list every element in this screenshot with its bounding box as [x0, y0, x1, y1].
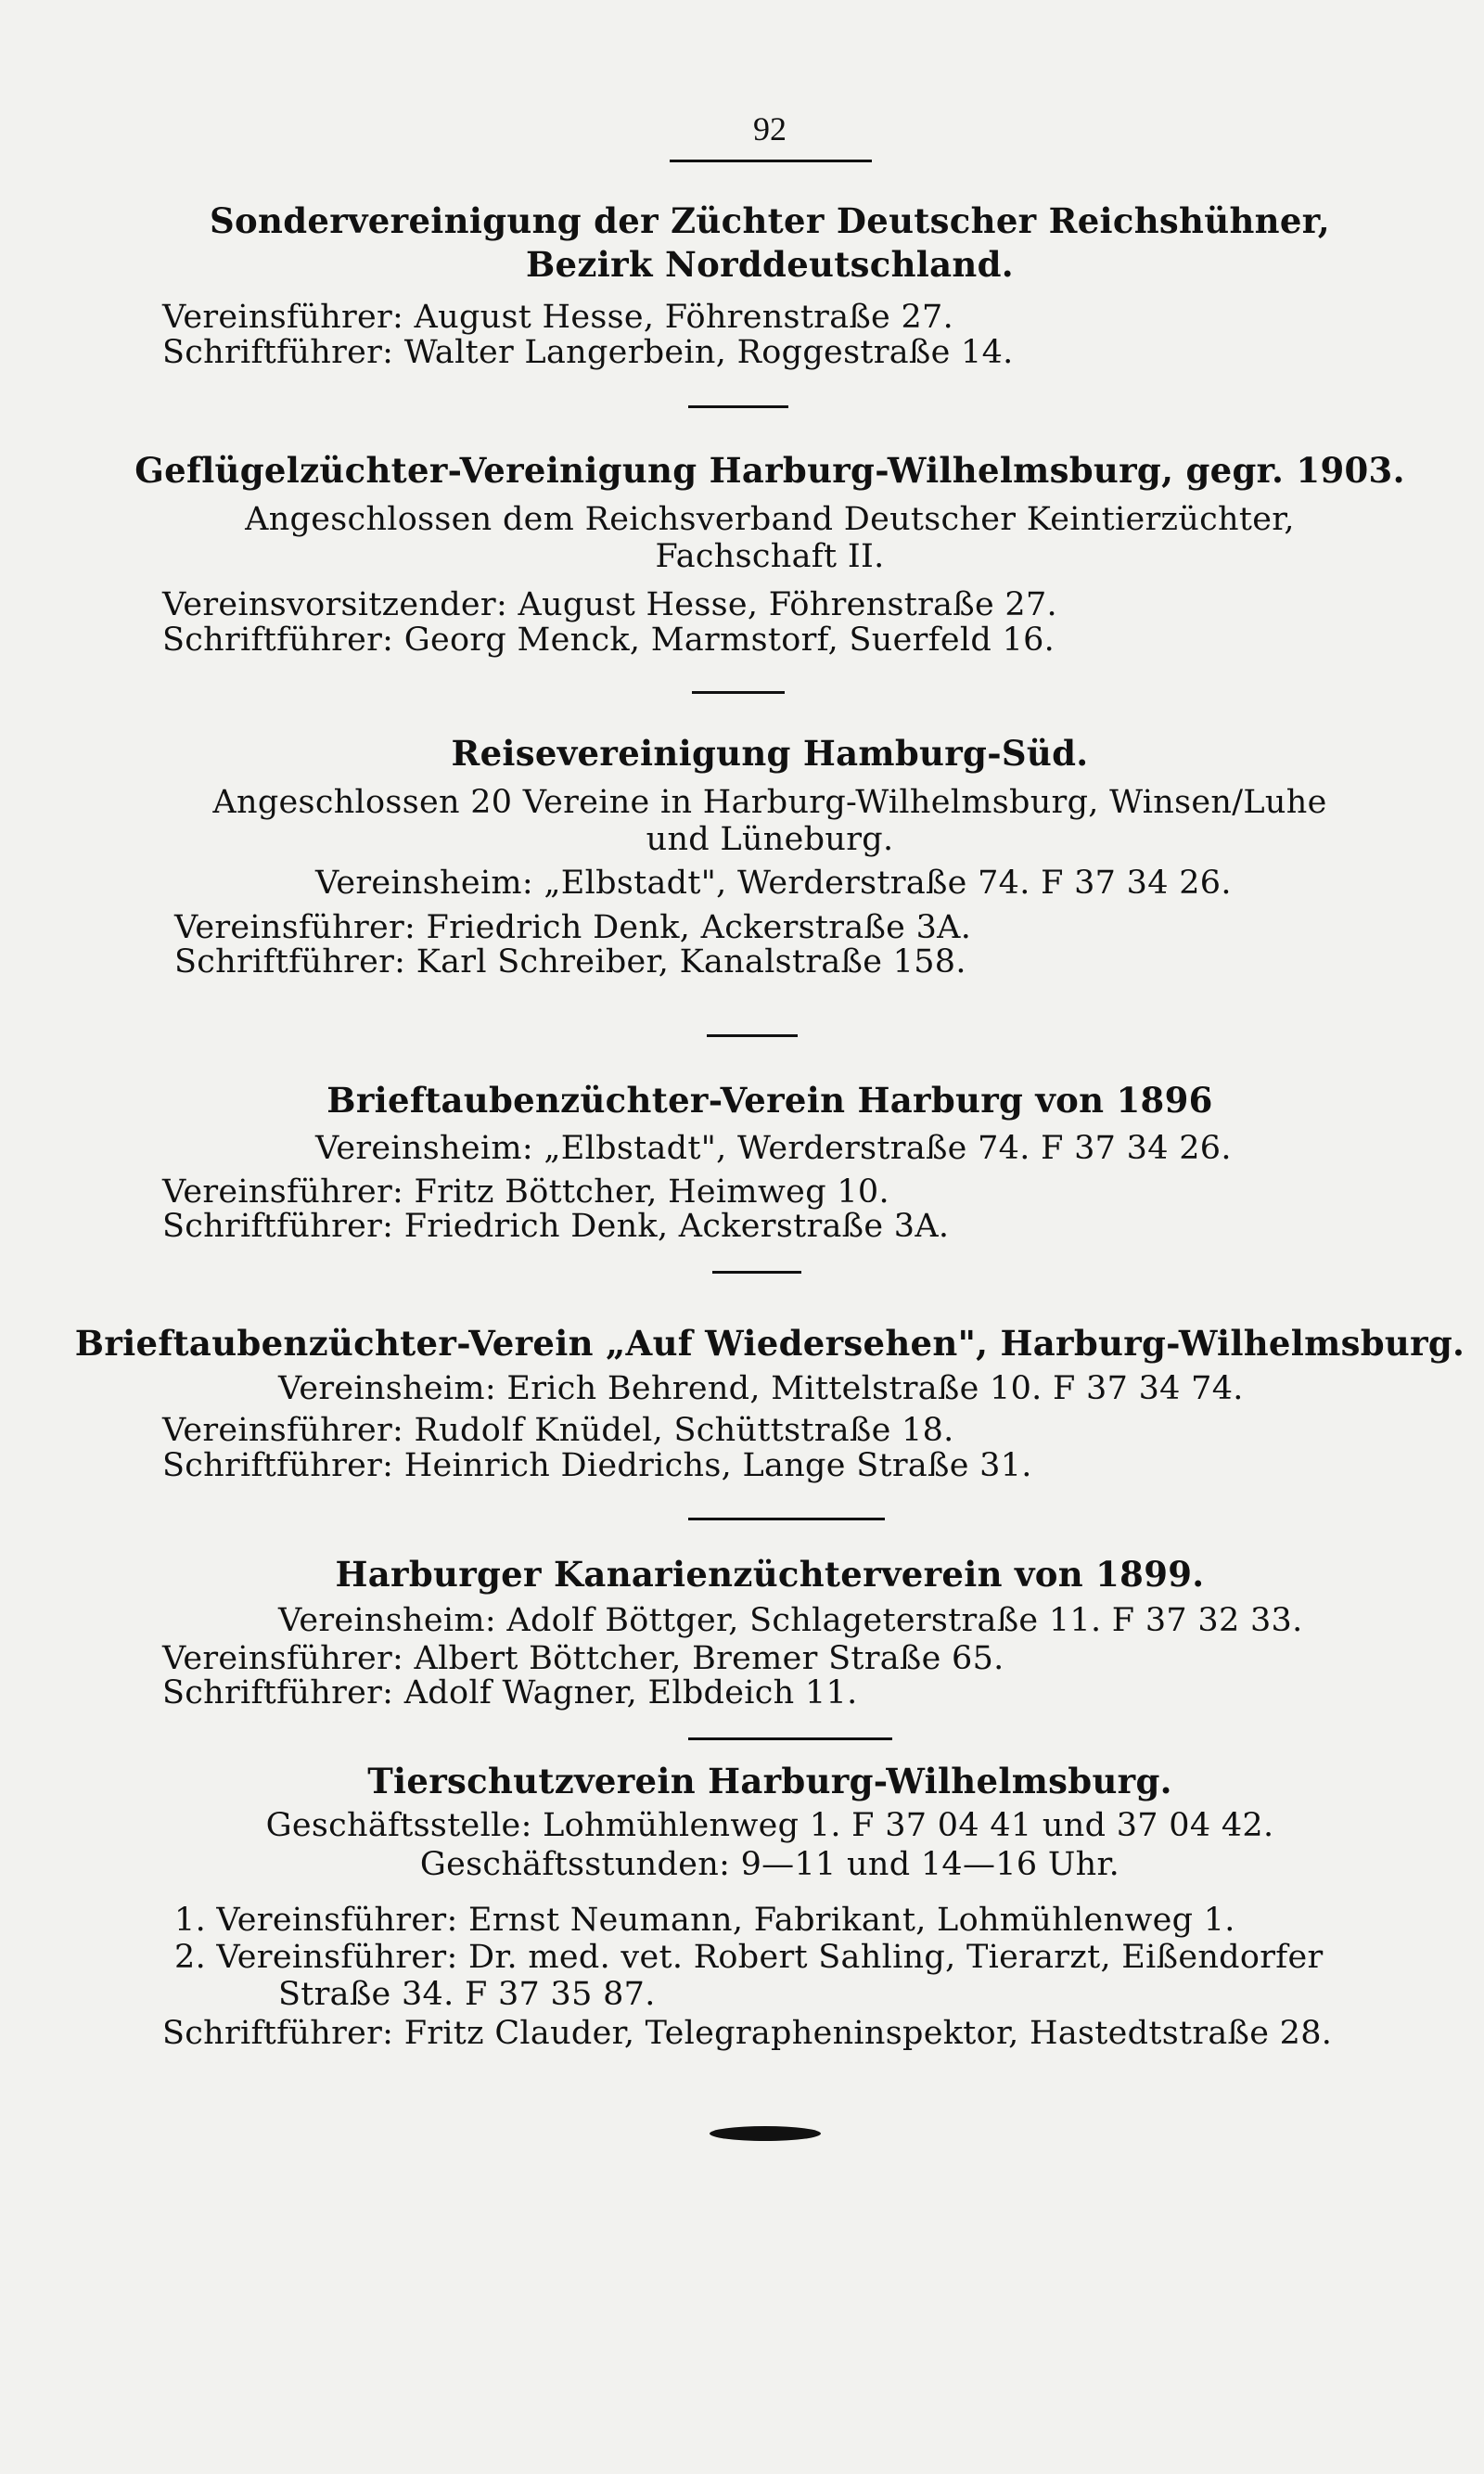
entry-line: Vereinsvorsitzender: August Hesse, Föhrenstraße 27.	[162, 586, 1057, 623]
entry-line: Schriftführer: Friedrich Denk, Ackerstraße 3A.	[162, 1208, 950, 1245]
section-title: Harburger Kanarienzüchterverein von 1899.	[335, 1554, 1205, 1595]
section-divider	[692, 691, 785, 694]
entry-line: Schriftführer: Fritz Clauder, Telegrapheninspektor, Hastedtstraße 28.	[162, 2015, 1333, 2052]
section-divider	[712, 1271, 801, 1274]
entry-line: Vereinsführer: Rudolf Knüdel, Schüttstraße 18.	[162, 1412, 954, 1449]
entry-line: Schriftführer: Adolf Wagner, Elbdeich 11.	[162, 1674, 858, 1711]
section-title: Sondervereinigung der Züchter Deutscher Reichshühner,	[210, 200, 1330, 241]
section-subtitle: und Lüneburg.	[646, 821, 894, 858]
entry-line: 2. Vereinsführer: Dr. med. vet. Robert Sahling, Tierarzt, Eißendorfer	[174, 1939, 1324, 1976]
end-ornament	[710, 2126, 821, 2141]
entry-line: Vereinsführer: Albert Böttcher, Bremer Straße 65.	[162, 1640, 1004, 1677]
section-title: Brieftaubenzüchter-Verein „Auf Wiedersehen", Harburg-Wilhelmsburg.	[74, 1323, 1465, 1364]
entry-line: Schriftführer: Walter Langerbein, Roggestraße 14.	[162, 334, 1014, 371]
section-divider	[688, 405, 788, 408]
section-title: Tierschutzverein Harburg-Wilhelmsburg.	[367, 1761, 1172, 1801]
entry-line: Schriftführer: Karl Schreiber, Kanalstraße 158.	[174, 943, 966, 981]
entry-line: Vereinsführer: Friedrich Denk, Ackerstraße 3A.	[174, 909, 972, 946]
clubhouse-line: Vereinsheim: „Elbstadt", Werderstraße 74. F 37 34 26.	[315, 1130, 1232, 1167]
entry-line: 1. Vereinsführer: Ernst Neumann, Fabrikant, Lohmühlenweg 1.	[174, 1902, 1235, 1939]
office-line: Geschäftsstelle: Lohmühlenweg 1. F 37 04 41 und 37 04 42.	[265, 1807, 1274, 1844]
section-subtitle: Angeschlossen dem Reichsverband Deutscher Keintierzüchter,	[245, 501, 1295, 538]
section-subtitle: Fachschaft II.	[655, 538, 885, 575]
clubhouse-line: Vereinsheim: Erich Behrend, Mittelstraße 10. F 37 34 74.	[278, 1370, 1244, 1407]
section-divider	[688, 1737, 892, 1740]
section-divider	[688, 1518, 885, 1520]
section-title: Brieftaubenzüchter-Verein Harburg von 1896	[326, 1080, 1213, 1121]
section-title: Bezirk Norddeutschland.	[525, 244, 1014, 285]
page-number: 92	[753, 110, 787, 147]
hours-line: Geschäftsstunden: 9—11 und 14—16 Uhr.	[419, 1846, 1120, 1883]
clubhouse-line: Vereinsheim: „Elbstadt", Werderstraße 74. F 37 34 26.	[315, 865, 1232, 902]
entry-line: Straße 34. F 37 35 87.	[278, 1976, 656, 2013]
clubhouse-line: Vereinsheim: Adolf Böttger, Schlageterstraße 11. F 37 32 33.	[278, 1602, 1303, 1639]
entry-line: Schriftführer: Heinrich Diedrichs, Lange Straße 31.	[162, 1447, 1032, 1484]
section-divider	[707, 1034, 798, 1037]
section-title: Reisevereinigung Hamburg-Süd.	[451, 733, 1089, 774]
header-rule	[670, 160, 872, 162]
entry-line: Vereinsführer: August Hesse, Föhrenstraße 27.	[162, 299, 954, 336]
section-title: Geflügelzüchter-Vereinigung Harburg-Wilhelmsburg, gegr. 1903.	[134, 450, 1405, 491]
entry-line: Schriftführer: Georg Menck, Marmstorf, Suerfeld 16.	[162, 622, 1055, 659]
entry-line: Vereinsführer: Fritz Böttcher, Heimweg 10.	[162, 1173, 889, 1211]
section-subtitle: Angeschlossen 20 Vereine in Harburg-Wilhelmsburg, Winsen/Luhe	[212, 784, 1327, 821]
